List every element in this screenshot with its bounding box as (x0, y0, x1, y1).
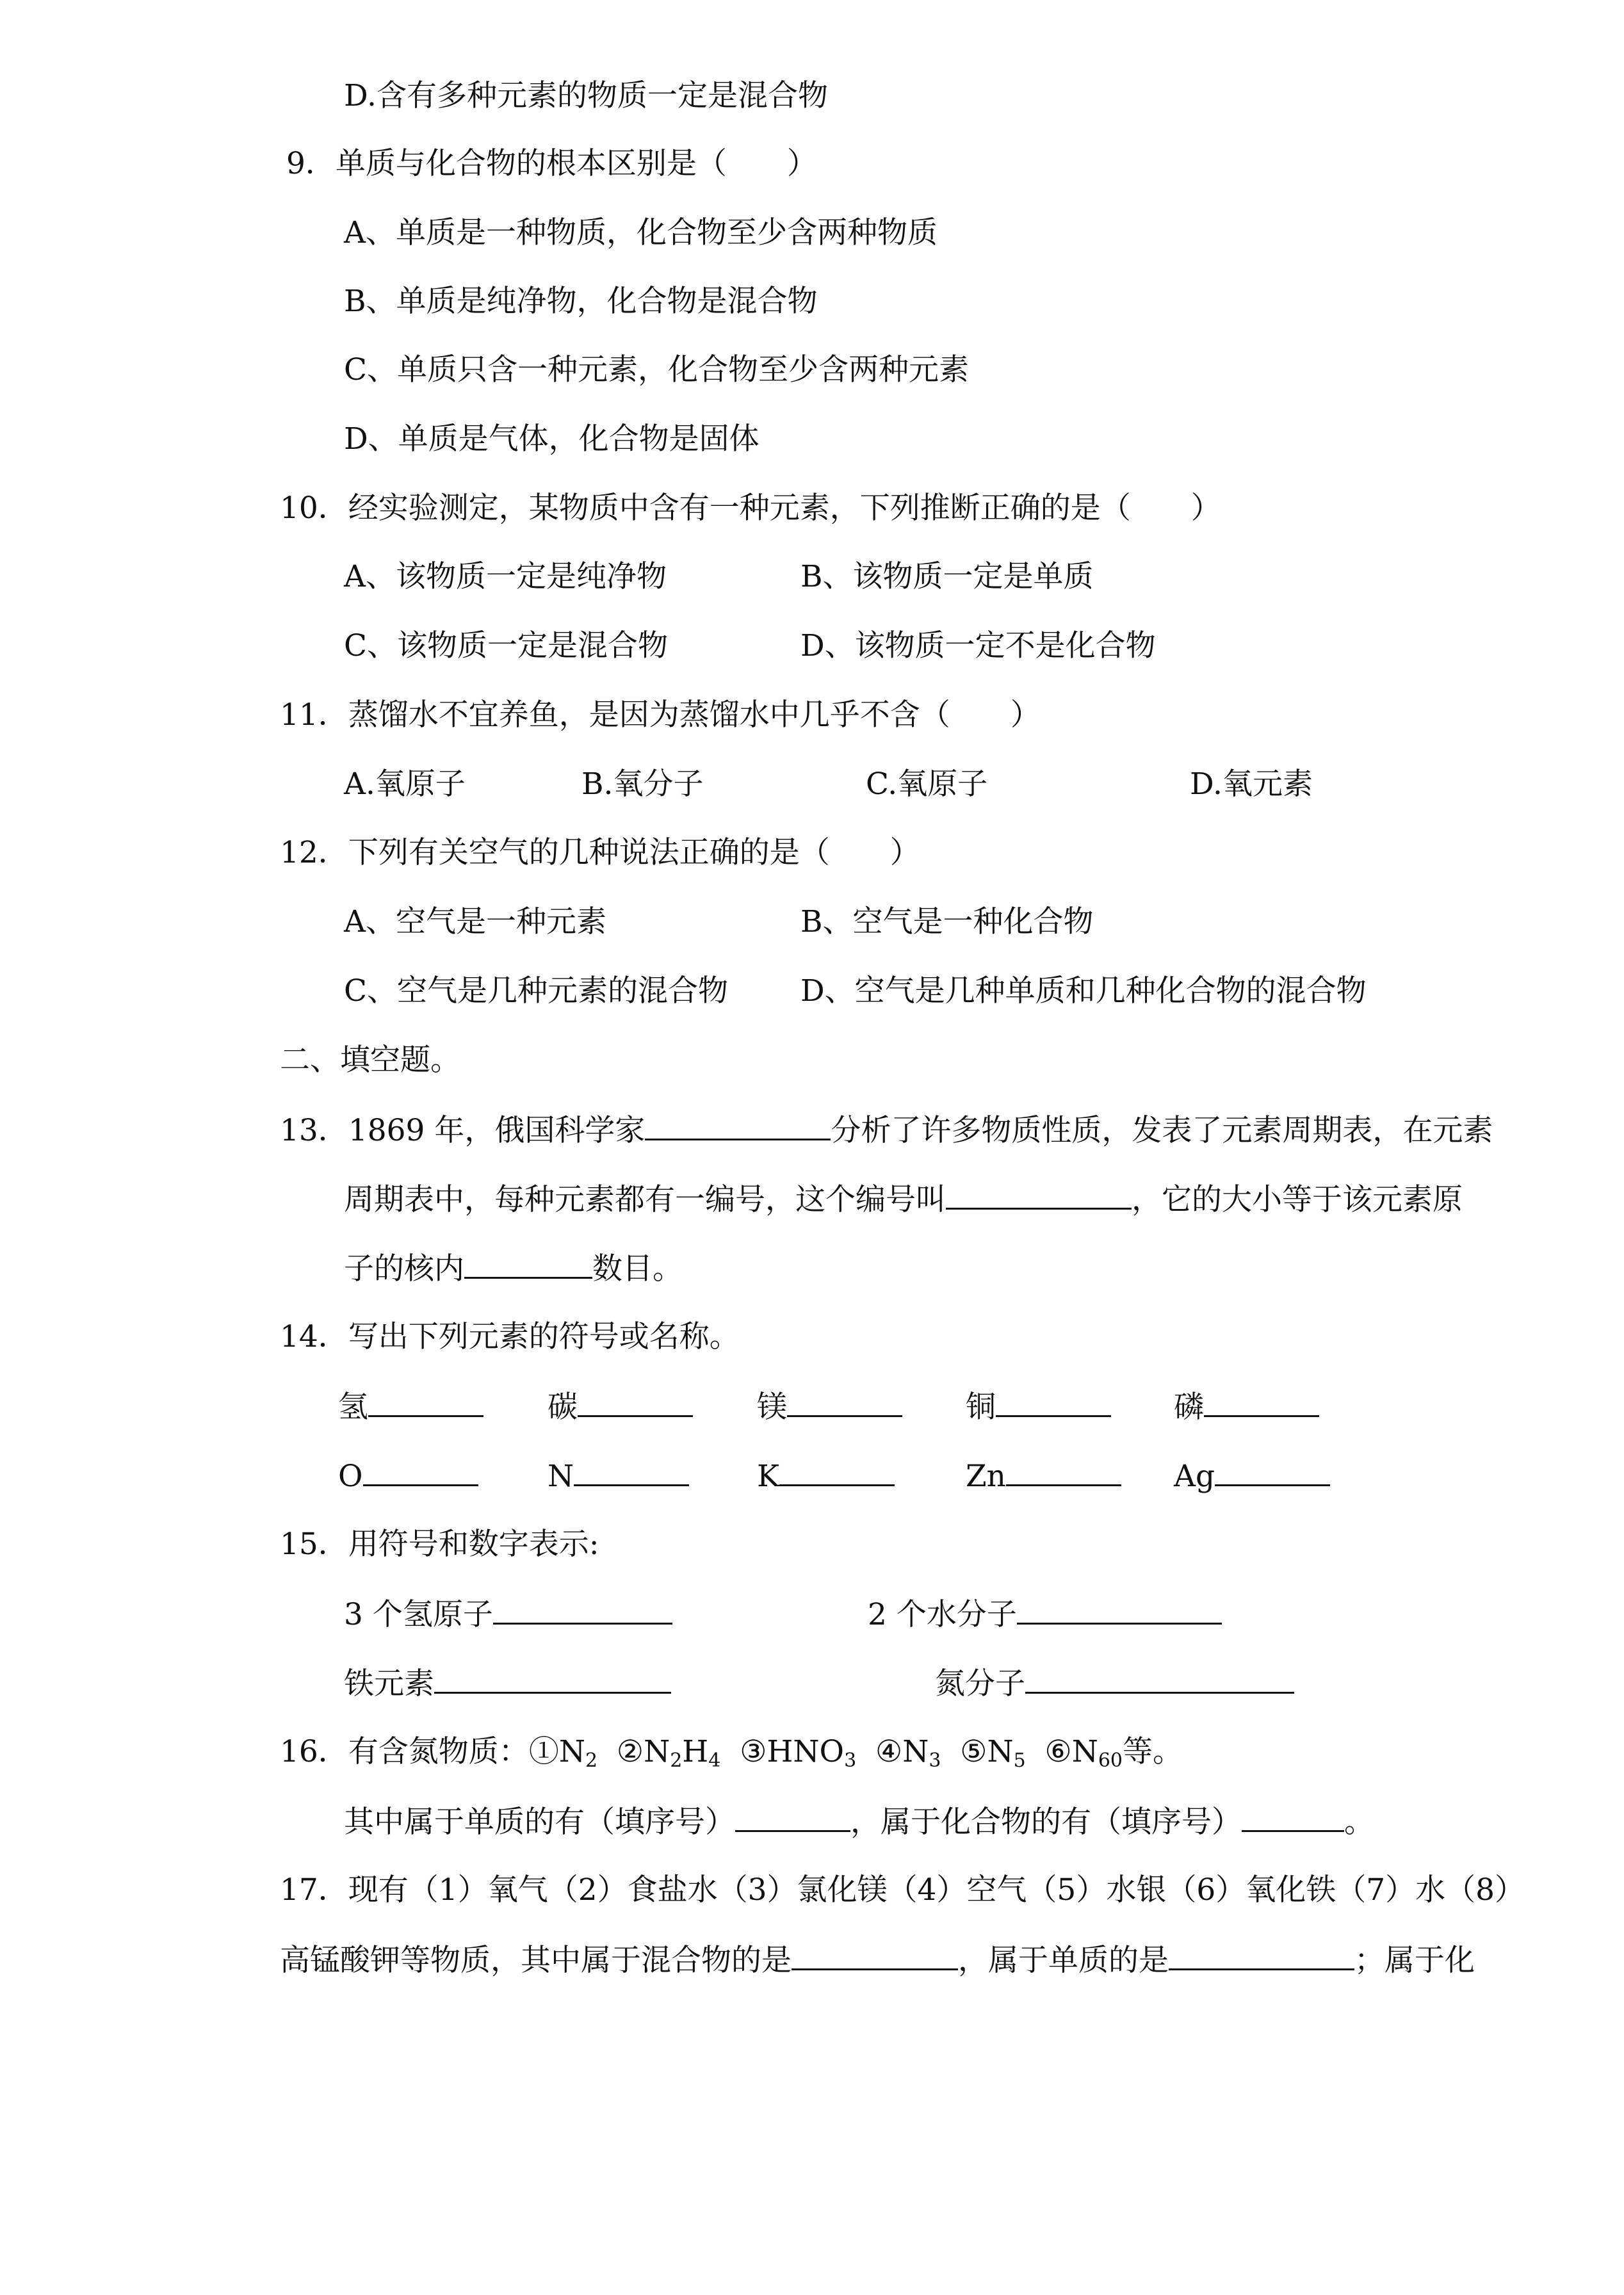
q12-option-b: B、空气是一种化合物 (800, 904, 1094, 939)
q13-number: 13． (280, 1113, 348, 1148)
q12-stem (280, 834, 920, 872)
q14-cell-2-4 (966, 1456, 1121, 1496)
q8-option-d: D.含有多种元素的物质一定是混合物 (344, 78, 828, 113)
q17-blank-mixtures[interactable] (792, 1940, 958, 1970)
q13-line-3 (344, 1249, 683, 1288)
q14-cell-1-4 (966, 1387, 1111, 1427)
q16-item-5: $⑤N_5$ (960, 1734, 1026, 1772)
q14-cell-2-5 (1174, 1456, 1330, 1496)
q14-blank[interactable] (787, 1387, 902, 1417)
q15-stem (280, 1525, 599, 1564)
q12-number: 12． (280, 835, 348, 870)
q15-label-a: 3 个氢原子 (344, 1597, 493, 1632)
q13-text-3: 周期表中，每种元素都有一编号，这个编号叫 (344, 1182, 946, 1217)
q17-blank-elements[interactable] (1169, 1940, 1354, 1970)
q14-blank[interactable] (779, 1456, 895, 1486)
q9-option-b: B、单质是纯净物，化合物是混合物 (344, 284, 818, 319)
q10-stem (280, 489, 1221, 528)
q16-end: 。 (1344, 1804, 1374, 1840)
q11-option-d: D.氧元素 (1190, 766, 1313, 802)
q14-blank[interactable] (1204, 1387, 1319, 1417)
q16-item-1: $①N_2$ (528, 1734, 598, 1772)
q16-blank-elements[interactable] (735, 1802, 850, 1832)
q17-line-2 (280, 1940, 1475, 1980)
q14-symbol-k: K (757, 1459, 780, 1494)
q10-option-a: A、该物质一定是纯净物 (344, 559, 667, 594)
q14-symbol-n: N (548, 1459, 574, 1494)
q15-item-a (344, 1594, 672, 1634)
q15-blank-d[interactable] (1025, 1664, 1294, 1694)
q15-number: 15． (280, 1527, 348, 1562)
q14-blank[interactable] (368, 1387, 483, 1417)
q14-blank[interactable] (1006, 1456, 1121, 1486)
q13-text-5: 子的核内 (344, 1251, 464, 1286)
q11-stem-text: 蒸馏水不宜养鱼，是因为蒸馏水中几乎不含（ ） (348, 697, 1041, 733)
q10-option-c: C、该物质一定是混合物 (344, 628, 668, 663)
q10-number: 10． (280, 491, 348, 526)
q14-blank[interactable] (363, 1456, 478, 1486)
q14-number: 14． (280, 1319, 348, 1354)
q15-item-d (935, 1664, 1294, 1703)
q9-option-a: A、单质是一种物质，化合物至少含两种物质 (344, 215, 938, 250)
q14-blank[interactable] (574, 1456, 689, 1486)
q13-line-2 (344, 1180, 1463, 1219)
q17-text-1: 现有（1）氧气（2）食盐水（3）氯化镁（4）空气（5）水银（6）氧化铁（7）水（8） (348, 1872, 1525, 1908)
q14-cell-1-3 (757, 1387, 902, 1427)
q14-stem-text: 写出下列元素的符号或名称。 (348, 1319, 740, 1354)
q14-element-phosphorus: 磷 (1174, 1390, 1204, 1425)
q16-item-4: $④N_3$ (875, 1734, 941, 1772)
q14-symbol-o: O (338, 1459, 363, 1494)
q9-option-d: D、单质是气体，化合物是固体 (344, 421, 759, 457)
q15-label-d: 氮分子 (935, 1666, 1025, 1701)
q9-stem-text: 单质与化合物的根本区别是（ ） (335, 146, 817, 181)
q14-cell-2-3 (757, 1456, 895, 1496)
q13-text-6: 数目。 (592, 1251, 683, 1286)
q10-stem-text: 经实验测定，某物质中含有一种元素，下列推断正确的是（ ） (348, 491, 1221, 526)
q16-prompt-compounds: ，属于化合物的有（填序号） (850, 1804, 1242, 1840)
q15-item-b (868, 1594, 1222, 1634)
q16-tail: 等。 (1123, 1734, 1183, 1769)
q11-option-b: B.氧分子 (581, 766, 704, 802)
q13-text-2: 分析了许多物质性质，发表了元素周期表，在元素 (831, 1113, 1493, 1148)
q14-cell-2-1 (338, 1456, 478, 1496)
q11-number: 11． (280, 697, 348, 733)
q12-option-d: D、空气是几种单质和几种化合物的混合物 (800, 973, 1367, 1009)
q11-stem (280, 696, 1041, 734)
q15-blank-a[interactable] (493, 1594, 672, 1625)
q13-blank-nucleus[interactable] (464, 1249, 592, 1279)
q14-blank[interactable] (996, 1387, 1111, 1417)
q14-stem (280, 1318, 740, 1356)
q14-symbol-ag: Ag (1174, 1459, 1215, 1494)
q13-blank-number-name[interactable] (946, 1180, 1132, 1210)
section-2-title: 二、填空题。 (280, 1042, 460, 1078)
q14-blank[interactable] (1215, 1456, 1330, 1486)
q12-stem-text: 下列有关空气的几种说法正确的是（ ） (348, 835, 920, 870)
q16-line-1 (280, 1733, 1183, 1771)
q17-line-1 (280, 1871, 1525, 1910)
q16-item-6: $⑥N_{60}$ (1044, 1734, 1123, 1772)
q14-cell-1-1 (338, 1387, 483, 1427)
q15-stem-text: 用符号和数字表示: (348, 1527, 599, 1562)
q14-element-magnesium: 镁 (757, 1390, 787, 1425)
q17-prompt-mixtures: 高锰酸钾等物质，其中属于混合物的是 (280, 1943, 792, 1978)
q16-prompt-elements: 其中属于单质的有（填序号） (344, 1804, 735, 1840)
q15-label-c: 铁元素 (344, 1666, 434, 1701)
q17-prompt-compounds: ；属于化 (1354, 1943, 1475, 1978)
q10-option-d: D、该物质一定不是化合物 (800, 628, 1156, 663)
q11-option-a: A.氧原子 (344, 766, 466, 802)
q17-prompt-elements: ，属于单质的是 (958, 1943, 1169, 1978)
q16-blank-compounds[interactable] (1242, 1802, 1344, 1832)
q12-option-a: A、空气是一种元素 (344, 904, 606, 939)
q16-stem-text: 有含氮物质： (348, 1734, 529, 1769)
q14-symbol-zn: Zn (966, 1459, 1006, 1494)
q14-cell-2-2 (548, 1456, 689, 1496)
q14-blank[interactable] (578, 1387, 693, 1417)
q15-blank-c[interactable] (434, 1664, 671, 1694)
q11-option-c: C.氧原子 (866, 766, 988, 802)
q13-blank-scientist[interactable] (645, 1110, 831, 1140)
q13-text-1: 1869 年，俄国科学家 (348, 1113, 646, 1148)
q14-element-hydrogen: 氢 (338, 1390, 368, 1425)
q15-label-b: 2 个水分子 (868, 1597, 1017, 1632)
q9-number: 9． (286, 146, 336, 181)
q9-option-c: C、单质只含一种元素，化合物至少含两种元素 (344, 352, 969, 387)
q13-line-1 (280, 1110, 1493, 1150)
q9-stem (286, 145, 817, 183)
q12-option-c: C、空气是几种元素的混合物 (344, 973, 728, 1009)
q14-cell-1-5 (1174, 1387, 1319, 1427)
q15-item-c (344, 1664, 671, 1703)
q14-element-carbon: 碳 (548, 1390, 578, 1425)
q14-cell-1-2 (548, 1387, 693, 1427)
q15-blank-b[interactable] (1017, 1594, 1222, 1625)
q16-item-3: $③HNO_3$ (740, 1734, 857, 1772)
q13-text-4: ，它的大小等于该元素原 (1132, 1182, 1463, 1217)
q16-item-2: $②N_2H_4$ (616, 1734, 721, 1772)
q14-element-copper: 铜 (966, 1390, 996, 1425)
q16-number: 16． (280, 1734, 348, 1769)
q16-line-2 (344, 1802, 1374, 1842)
q10-option-b: B、该物质一定是单质 (800, 559, 1094, 594)
q17-number: 17． (280, 1872, 348, 1908)
